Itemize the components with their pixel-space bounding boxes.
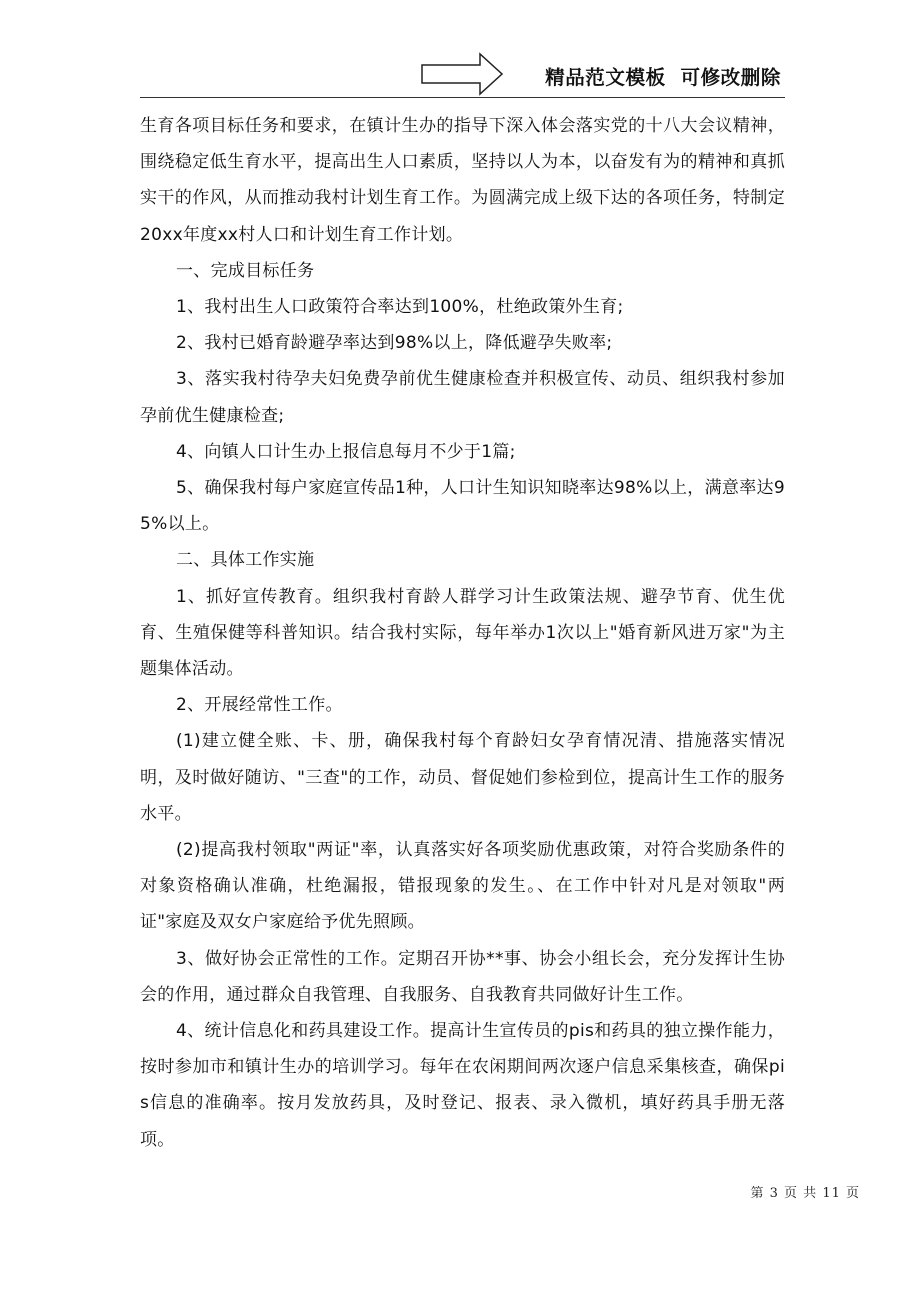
right-arrow-outline-icon <box>420 52 504 96</box>
work-item-1: 1、抓好宣传教育。组织我村育龄人群学习计生政策法规、避孕节育、优生优育、生殖保健等科普知识。结合我村实际，每年举办1次以上"婚育新风进万家"为主题集体活动。 <box>140 586 785 680</box>
work-subitem-2: (2)提高我村领取"两证"率，认真落实好各项奖励优惠政策，对符合奖励条件的对象资格确认准确，杜绝漏报，错报现象的发生。、在工作中针对凡是对领取"两证"家庭及双女户家庭给予优先照顾。 <box>140 840 785 933</box>
page-number: 第 3 页 共 11 页 <box>750 1186 860 1201</box>
intro-paragraph: 生育各项目标任务和要求，在镇计生办的指导下深入体会落实党的十八大会议精神，围绕稳定低生育水平，提高出生人口素质，坚持以人为本，以奋发有为的精神和真抓实干的作风，从而推动我村计划生育工作。为圆满完成上级下达的各项任务，特制定20xx年度xx村人口和计划生育工作计划。 <box>140 116 785 245</box>
goal-item-5: 5、确保我村每户家庭宣传品1种，人口计生知识知晓率达98%以上，满意率达95%以上。 <box>140 478 785 535</box>
goal-item-2: 2、我村已婚育龄避孕率达到98%以上，降低避孕失败率; <box>176 333 613 354</box>
header-divider <box>140 97 785 98</box>
work-item-2: 2、开展经常性工作。 <box>176 695 343 716</box>
goal-item-1: 1、我村出生人口政策符合率达到100%，杜绝政策外生育; <box>176 297 624 318</box>
section-heading-2: 二、具体工作实施 <box>176 550 315 571</box>
page-header <box>140 50 785 98</box>
document-body <box>140 108 785 1158</box>
goal-item-4: 4、向镇人口计生办上报信息每月不少于1篇; <box>176 441 516 462</box>
work-subitem-1: (1)建立健全账、卡、册，确保我村每个育龄妇女孕育情况清、措施落实情况明，及时做好随访、"三查"的工作，动员、督促她们参检到位，提高计生工作的服务水平。 <box>140 731 785 824</box>
header-title: 精品范文模板 可修改删除 <box>545 66 781 89</box>
work-item-4: 4、统计信息化和药具建设工作。提高计生宣传员的pis和药具的独立操作能力，按时参加市和镇计生办的培训学习。每年在农闲期间两次逐户信息采集核查，确保pis信息的准确率。按月发放药具，及时登记、报表、录入微机，填好药具手册无落项。 <box>140 1021 785 1150</box>
section-heading-1: 一、完成目标任务 <box>176 260 315 281</box>
goal-item-3: 3、落实我村待孕夫妇免费孕前优生健康检查并积极宣传、动员、组织我村参加孕前优生健康检查; <box>140 369 785 426</box>
work-item-3: 3、做好协会正常性的工作。定期召开协**事、协会小组长会，充分发挥计生协会的作用，通过群众自我管理、自我服务、自我教育共同做好计生工作。 <box>140 948 785 1005</box>
